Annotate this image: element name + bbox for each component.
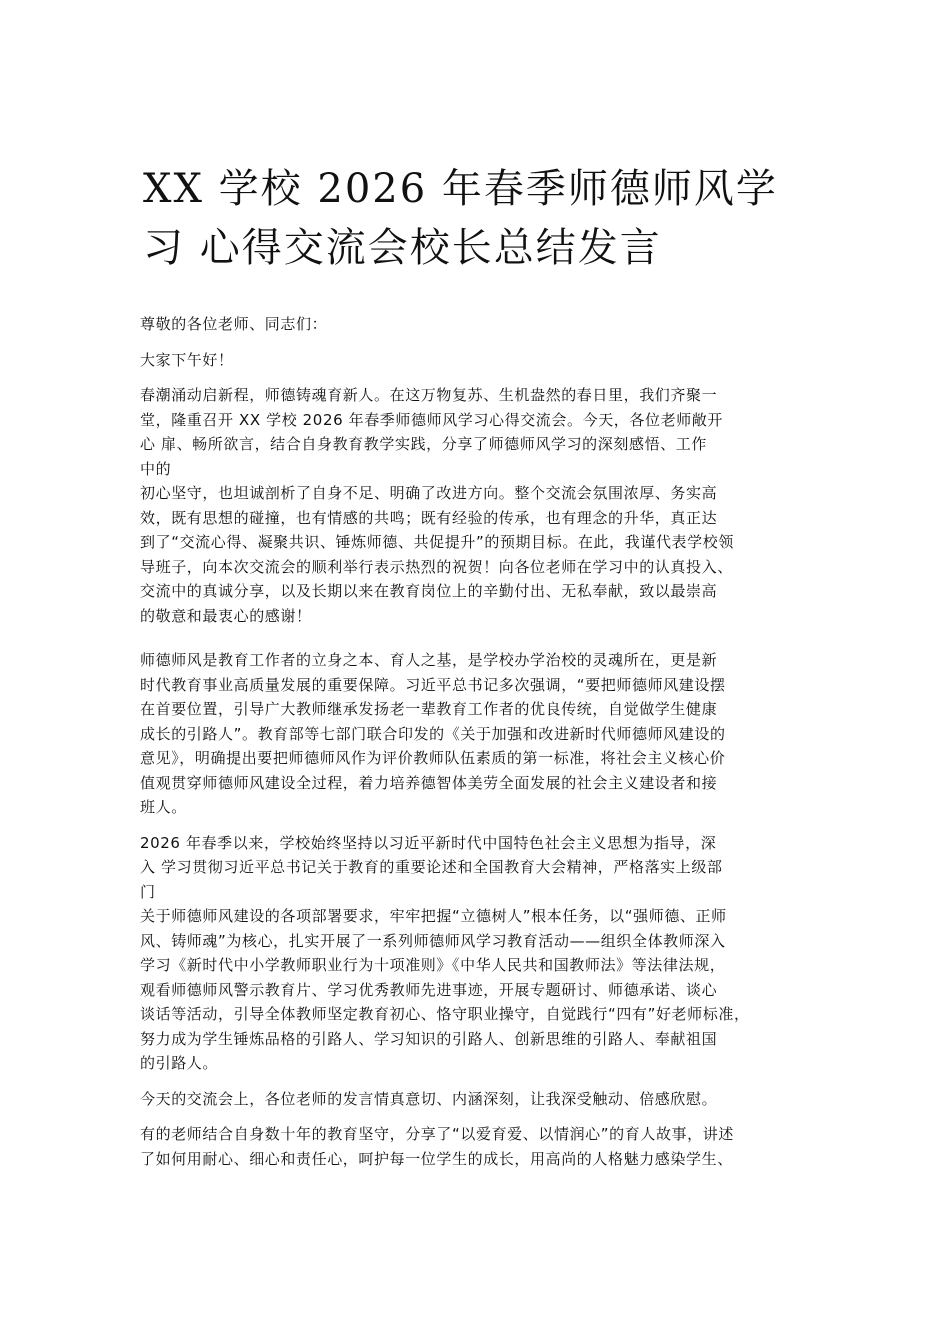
greeting [140,348,820,373]
text-line: 堂，隆重召开 XX 学校 2026 年春季师德师风学习心得交流会。今天，各位老师敞开 [140,410,724,429]
text-line: 今天的交流会上，各位老师的发言情真意切、内涵深刻，让我深受触动、倍感欣慰。 [140,1089,718,1108]
text-line: 心 扉、畅所欲言，结合自身教育教学实践，分享了师德师风学习的深刻感悟、工作 [140,435,707,453]
salutation [140,312,820,337]
text-line: 2026 年春季以来，学校始终坚持以习近平新时代中国特色社会主义思想为指导，深 [140,833,717,852]
title-line: XX 学校 2026 年春季师德师风学 [143,166,778,212]
paragraph-opening [140,383,820,628]
text-line: 努力成为学生锤炼品格的引路人、学习知识的引路人、创新思维的引路人、奉献祖国 [140,1029,718,1048]
text-line: 效，既有思想的碰撞，也有情感的共鸣；既有经验的传承，也有理念的升华，真正达 [140,508,718,527]
text-line: 初心坚守，也坦诚剖析了自身不足、明确了改进方向。整个交流会氛围浓厚、务实高 [140,484,718,502]
paragraph-reflection [140,1087,820,1112]
text-line: 中的 [140,459,172,478]
text-line: 在首要位置，引导广大教师继承发扬老一辈教育工作者的优良传统，自觉做学生健康 [140,700,718,718]
text-line: 班人。 [140,798,187,816]
text-line: 师德师风是教育工作者的立身之本、育人之基，是学校办学治校的灵魂所在，更是新 [140,651,718,669]
paragraph-activities [140,831,820,1076]
text-line: 春潮涌动启新程，师德铸魂育新人。在这万物复苏、生机盎然的春日里，我们齐聚一 [140,386,718,404]
text-line: 谈话等活动，引导全体教师坚定教育初心、恪守职业操守，自觉践行“四有”好老师标准， [140,1005,750,1023]
text-line: 交流中的真诚分享，以及长期以来在教育岗位上的辛勤付出、无私奉献，致以最崇高 [140,582,718,600]
text-line: 意见》，明确提出要把师德师风作为评价教师队伍素质的第一标准，将社会主义核心价 [140,749,726,767]
title-line: 习 心得交流会校长总结发言 [143,225,662,271]
document-body [140,312,820,1182]
text-line: 的引路人。 [140,1054,219,1072]
text-line: 尊敬的各位老师、同志们： [140,315,328,333]
text-line: 入 学习贯彻习近平总书记关于教育的重要论述和全国教育大会精神，严格落实上级部 [140,858,723,876]
text-line: 到了“交流心得、凝聚共识、锤炼师德、共促提升”的预期目标。在此，我谨代表学校领 [140,533,734,551]
text-line: 观看师德师风警示教育片、学习优秀教师先进事迹，开展专题研讨、师德承诺、谈心 [140,980,718,999]
text-line: 时代教育事业高质量发展的重要保障。习近平总书记多次强调，“要把师德师风建设摆 [140,675,726,694]
text-line: 了如何用耐心、细心和责任心，呵护每一位学生的成长，用高尚的人格魅力感染学生、 [140,1149,733,1168]
text-line: 大家下午好！ [140,350,234,369]
text-line: 门 [140,882,156,901]
text-line: 风、铸师魂”为核心，扎实开展了一系列师德师风学习教育活动——组织全体教师深入 [140,931,726,950]
text-line: 关于师德师风建设的各项部署要求，牢牢把握“立德树人”根本任务，以“强师德、正师 [140,907,727,925]
text-line: 有的老师结合自身数十年的教育坚守，分享了“以爱育爱、以情润心”的育人故事，讲述 [140,1125,734,1143]
text-line: 的敬意和最衷心的感谢！ [140,606,312,625]
text-line: 成长的引路人”。教育部等七部门联合印发的《关于加强和改进新时代师德师风建设的 [140,724,726,743]
text-line: 值观贯穿师德师风建设全过程，着力培养德智体美劳全面发展的社会主义建设者和接 [140,773,718,792]
document-title [143,160,823,278]
paragraph-stories [140,1122,820,1171]
text-line: 学习《新时代中小学教师职业行为十项准则》《中华人民共和国教师法》等法律法规， [140,956,726,974]
text-line: 导班子，向本次交流会的顺利举行表示热烈的祝贺！向各位老师在学习中的认真投入、 [140,557,733,576]
paragraph-importance [140,648,820,820]
